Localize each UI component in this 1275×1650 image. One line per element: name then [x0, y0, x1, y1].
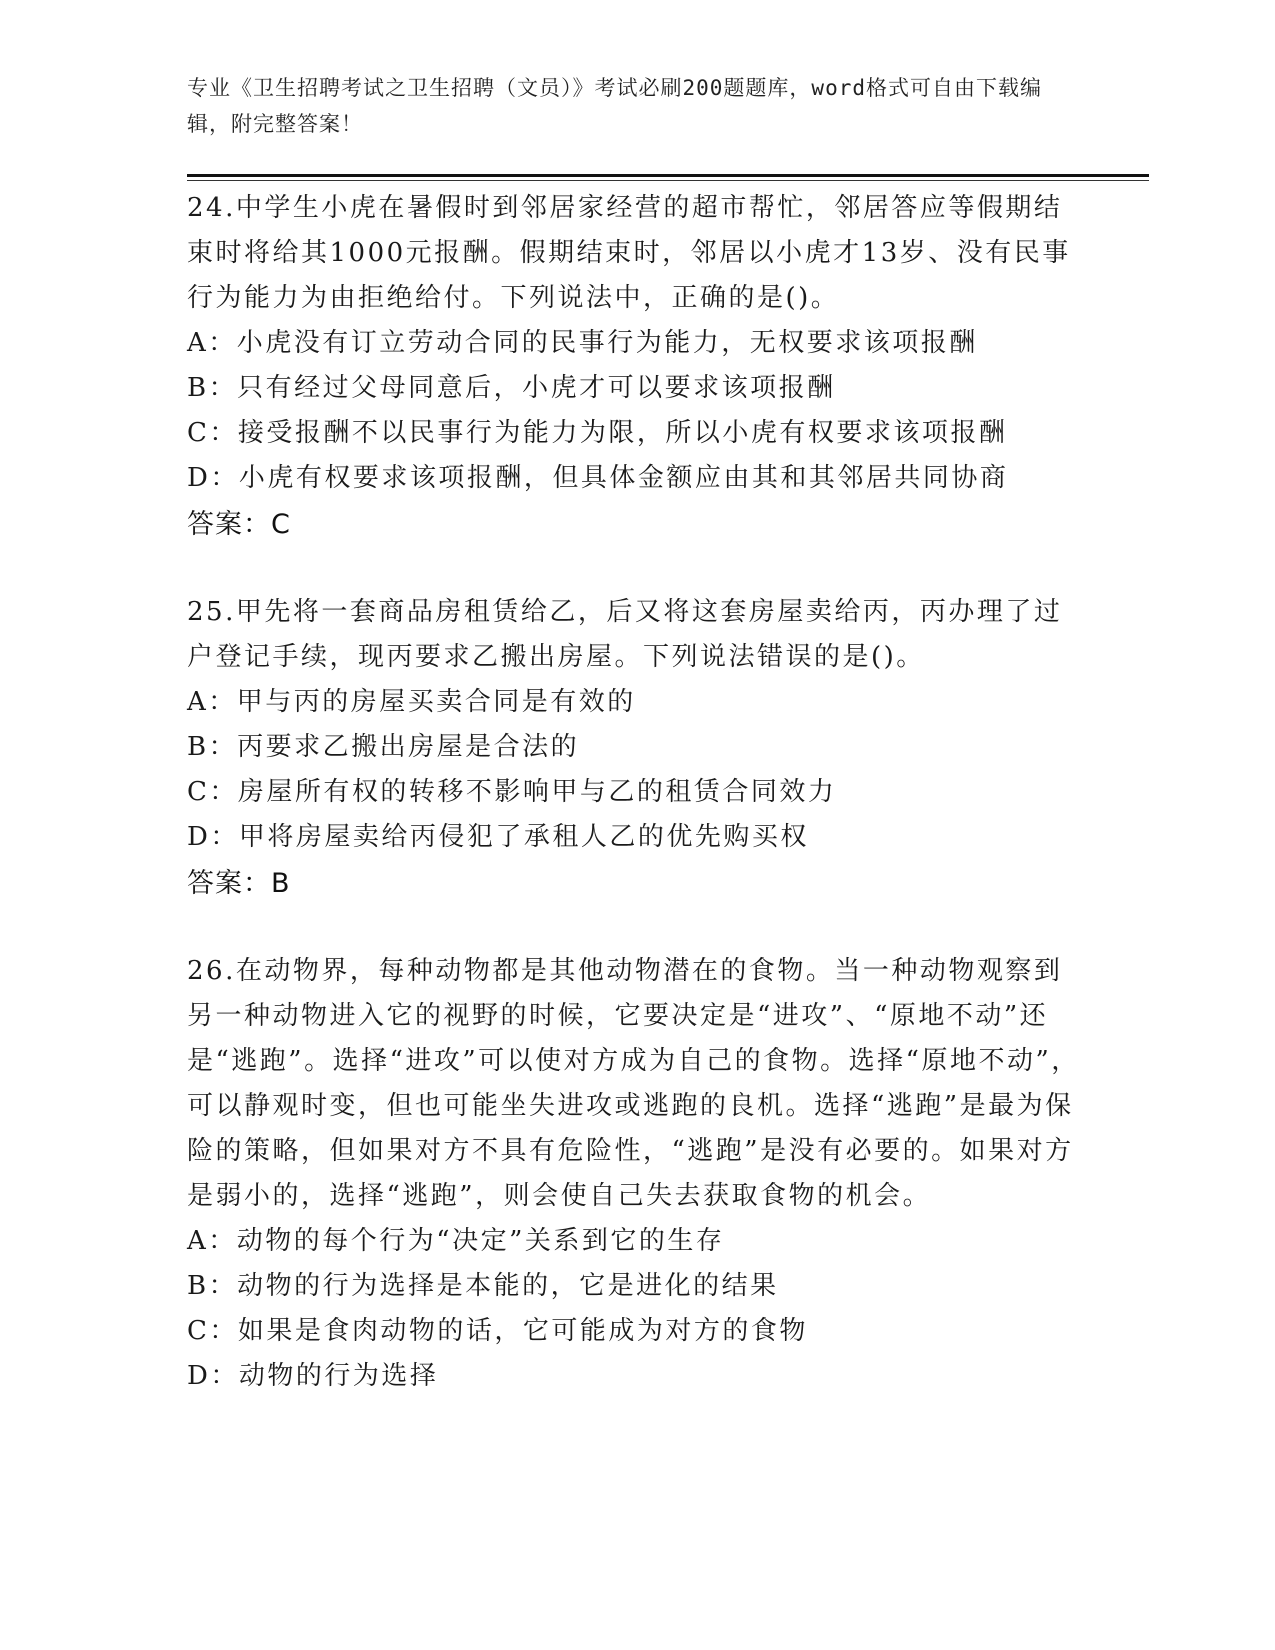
question-25	[187, 590, 1087, 907]
question-stem: 26.在动物界，每种动物都是其他动物潜在的食物。当一种动物观察到另一种动物进入它的视野的时候，它要决定是“进攻”、“原地不动”还是“逃跑”。选择“进攻”可以使对方成为自己的食物。选择“原地不动”，可以静观时变，但也可能坐失进攻或逃跑的良机。选择“逃跑”是最为保险的策略，但如果对方不具有危险性，“逃跑”是没有必要的。如果对方是弱小的，选择“逃跑”，则会使自己失去获取食物的机会。	[187, 956, 1080, 1211]
option-b: B：丙要求乙搬出房屋是合法的	[187, 732, 580, 762]
question-stem: 25.甲先将一套商品房租赁给乙，后又将这套房屋卖给丙，丙办理了过户登记手续，现丙要求乙搬出房屋。下列说法错误的是()。	[187, 597, 1063, 672]
option-b: B：动物的行为选择是本能的，它是进化的结果	[187, 1271, 779, 1301]
option-a: A：小虎没有订立劳动合同的民事行为能力，无权要求该项报酬	[187, 328, 978, 358]
option-a: A：动物的每个行为“决定”关系到它的生存	[187, 1226, 725, 1256]
option-a: A：甲与丙的房屋买卖合同是有效的	[187, 687, 636, 717]
question-list	[187, 186, 1087, 1441]
option-b: B：只有经过父母同意后，小虎才可以要求该项报酬	[187, 373, 836, 403]
question-stem: 24.中学生小虎在暑假时到邻居家经营的超市帮忙，邻居答应等假期结束时将给其1000元报酬。假期结束时，邻居以小虎才13岁、没有民事行为能力为由拒绝给付。下列说法中，正确的是()。	[187, 193, 1071, 313]
option-d: D：动物的行为选择	[187, 1361, 439, 1391]
answer-label: 答案：C	[187, 509, 291, 540]
answer-label: 答案：B	[187, 868, 291, 899]
option-c: C：接受报酬不以民事行为能力为限，所以小虎有权要求该项报酬	[187, 418, 1008, 448]
question-26	[187, 949, 1087, 1399]
option-c: C：如果是食肉动物的话，它可能成为对方的食物	[187, 1316, 808, 1346]
header-divider-thin	[187, 180, 1149, 181]
option-c: C：房屋所有权的转移不影响甲与乙的租赁合同效力	[187, 777, 837, 807]
header-divider	[187, 174, 1149, 177]
option-d: D：甲将房屋卖给丙侵犯了承租人乙的优先购买权	[187, 822, 809, 852]
document-header: 专业《卫生招聘考试之卫生招聘（文员）》考试必刷200题题库，word格式可自由下载编辑，附完整答案！	[187, 76, 1042, 136]
option-d: D：小虎有权要求该项报酬，但具体金额应由其和其邻居共同协商	[187, 463, 1009, 493]
question-24	[187, 186, 1087, 548]
